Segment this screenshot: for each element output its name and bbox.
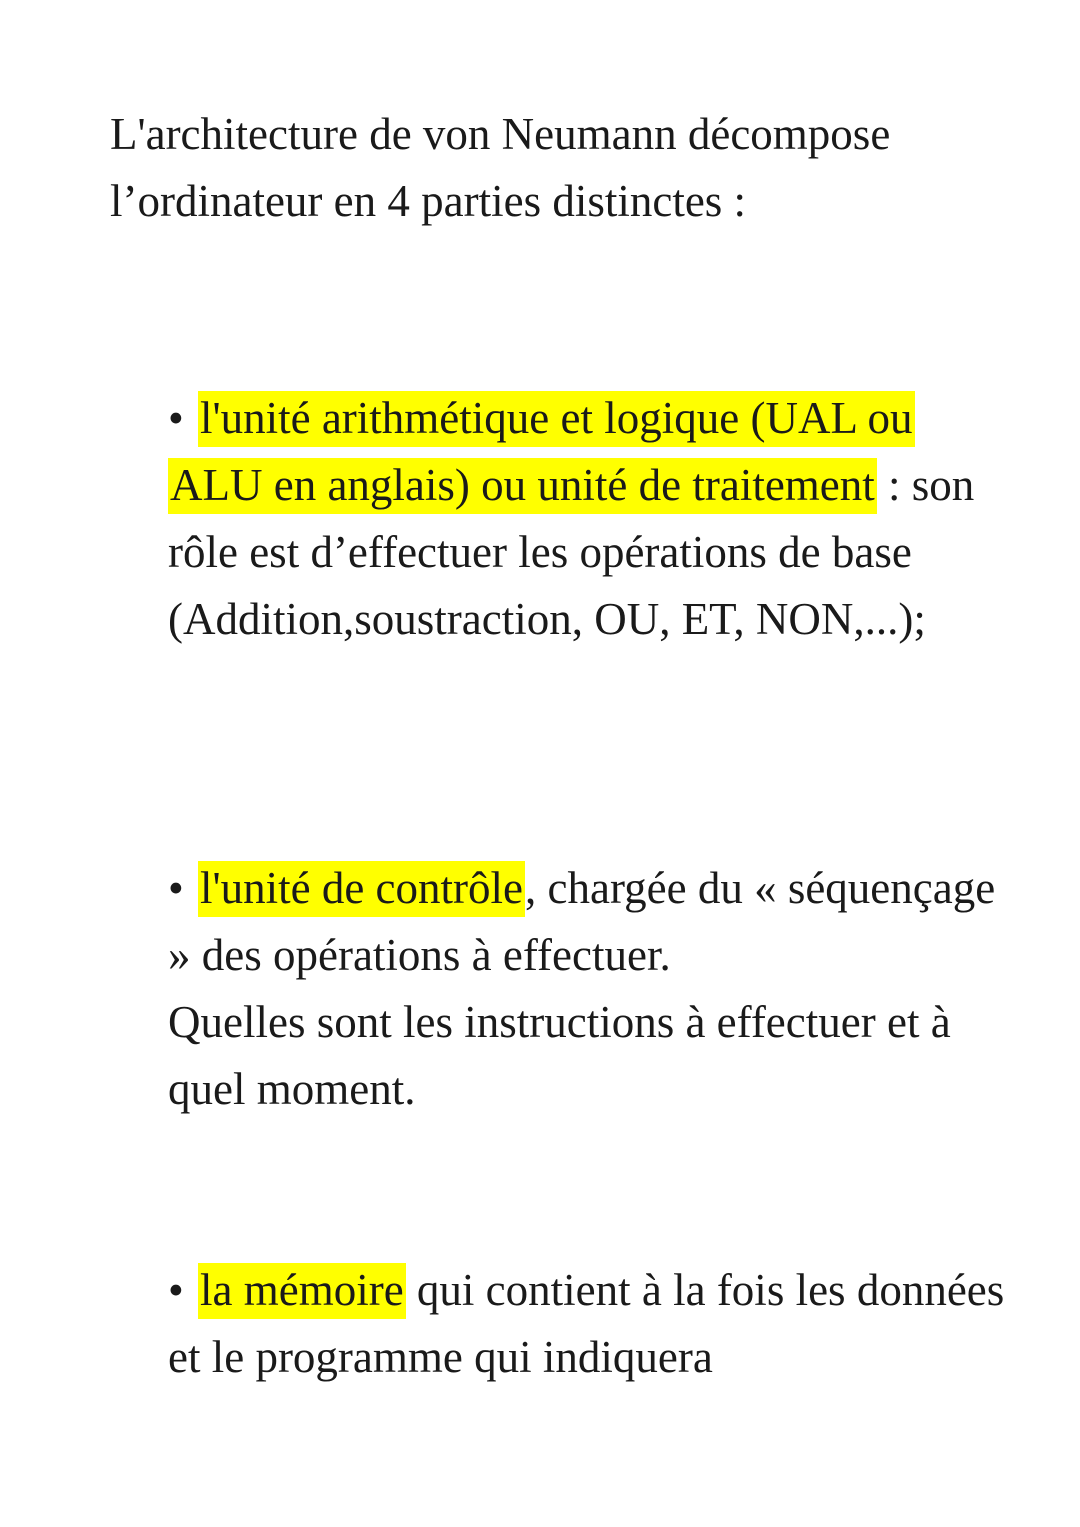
item-description-memory: qui contient à la fois les données et le programme qui indiquera bbox=[168, 1265, 1005, 1382]
item-description-control-unit: , chargée du « séquençage » des opérations à effectuer. bbox=[168, 863, 996, 980]
bullet-icon: • bbox=[168, 863, 184, 913]
highlighted-term-memory: la mémoire bbox=[198, 1263, 406, 1319]
list-item-memory bbox=[168, 1257, 1008, 1391]
bullet-icon: • bbox=[168, 1265, 184, 1315]
highlighted-term-control-unit: l'unité de contrôle bbox=[198, 861, 525, 917]
bullet-icon: • bbox=[168, 393, 184, 443]
item-extra-control-unit: Quelles sont les instructions à effectuer et à quel moment. bbox=[168, 997, 951, 1114]
item-description-alu: : son rôle est d’effectuer les opérations de base (Addition,soustraction, OU, ET, NON,...); bbox=[168, 460, 975, 644]
intro-paragraph: L'architecture de von Neumann décompose l’ordinateur en 4 parties distinctes : bbox=[110, 109, 891, 226]
highlighted-term-alu: l'unité arithmétique et logique (UAL ou ALU en anglais) ou unité de traitement bbox=[168, 391, 915, 514]
list-item-control-unit bbox=[168, 855, 1008, 1123]
list-item-alu bbox=[168, 385, 1008, 653]
